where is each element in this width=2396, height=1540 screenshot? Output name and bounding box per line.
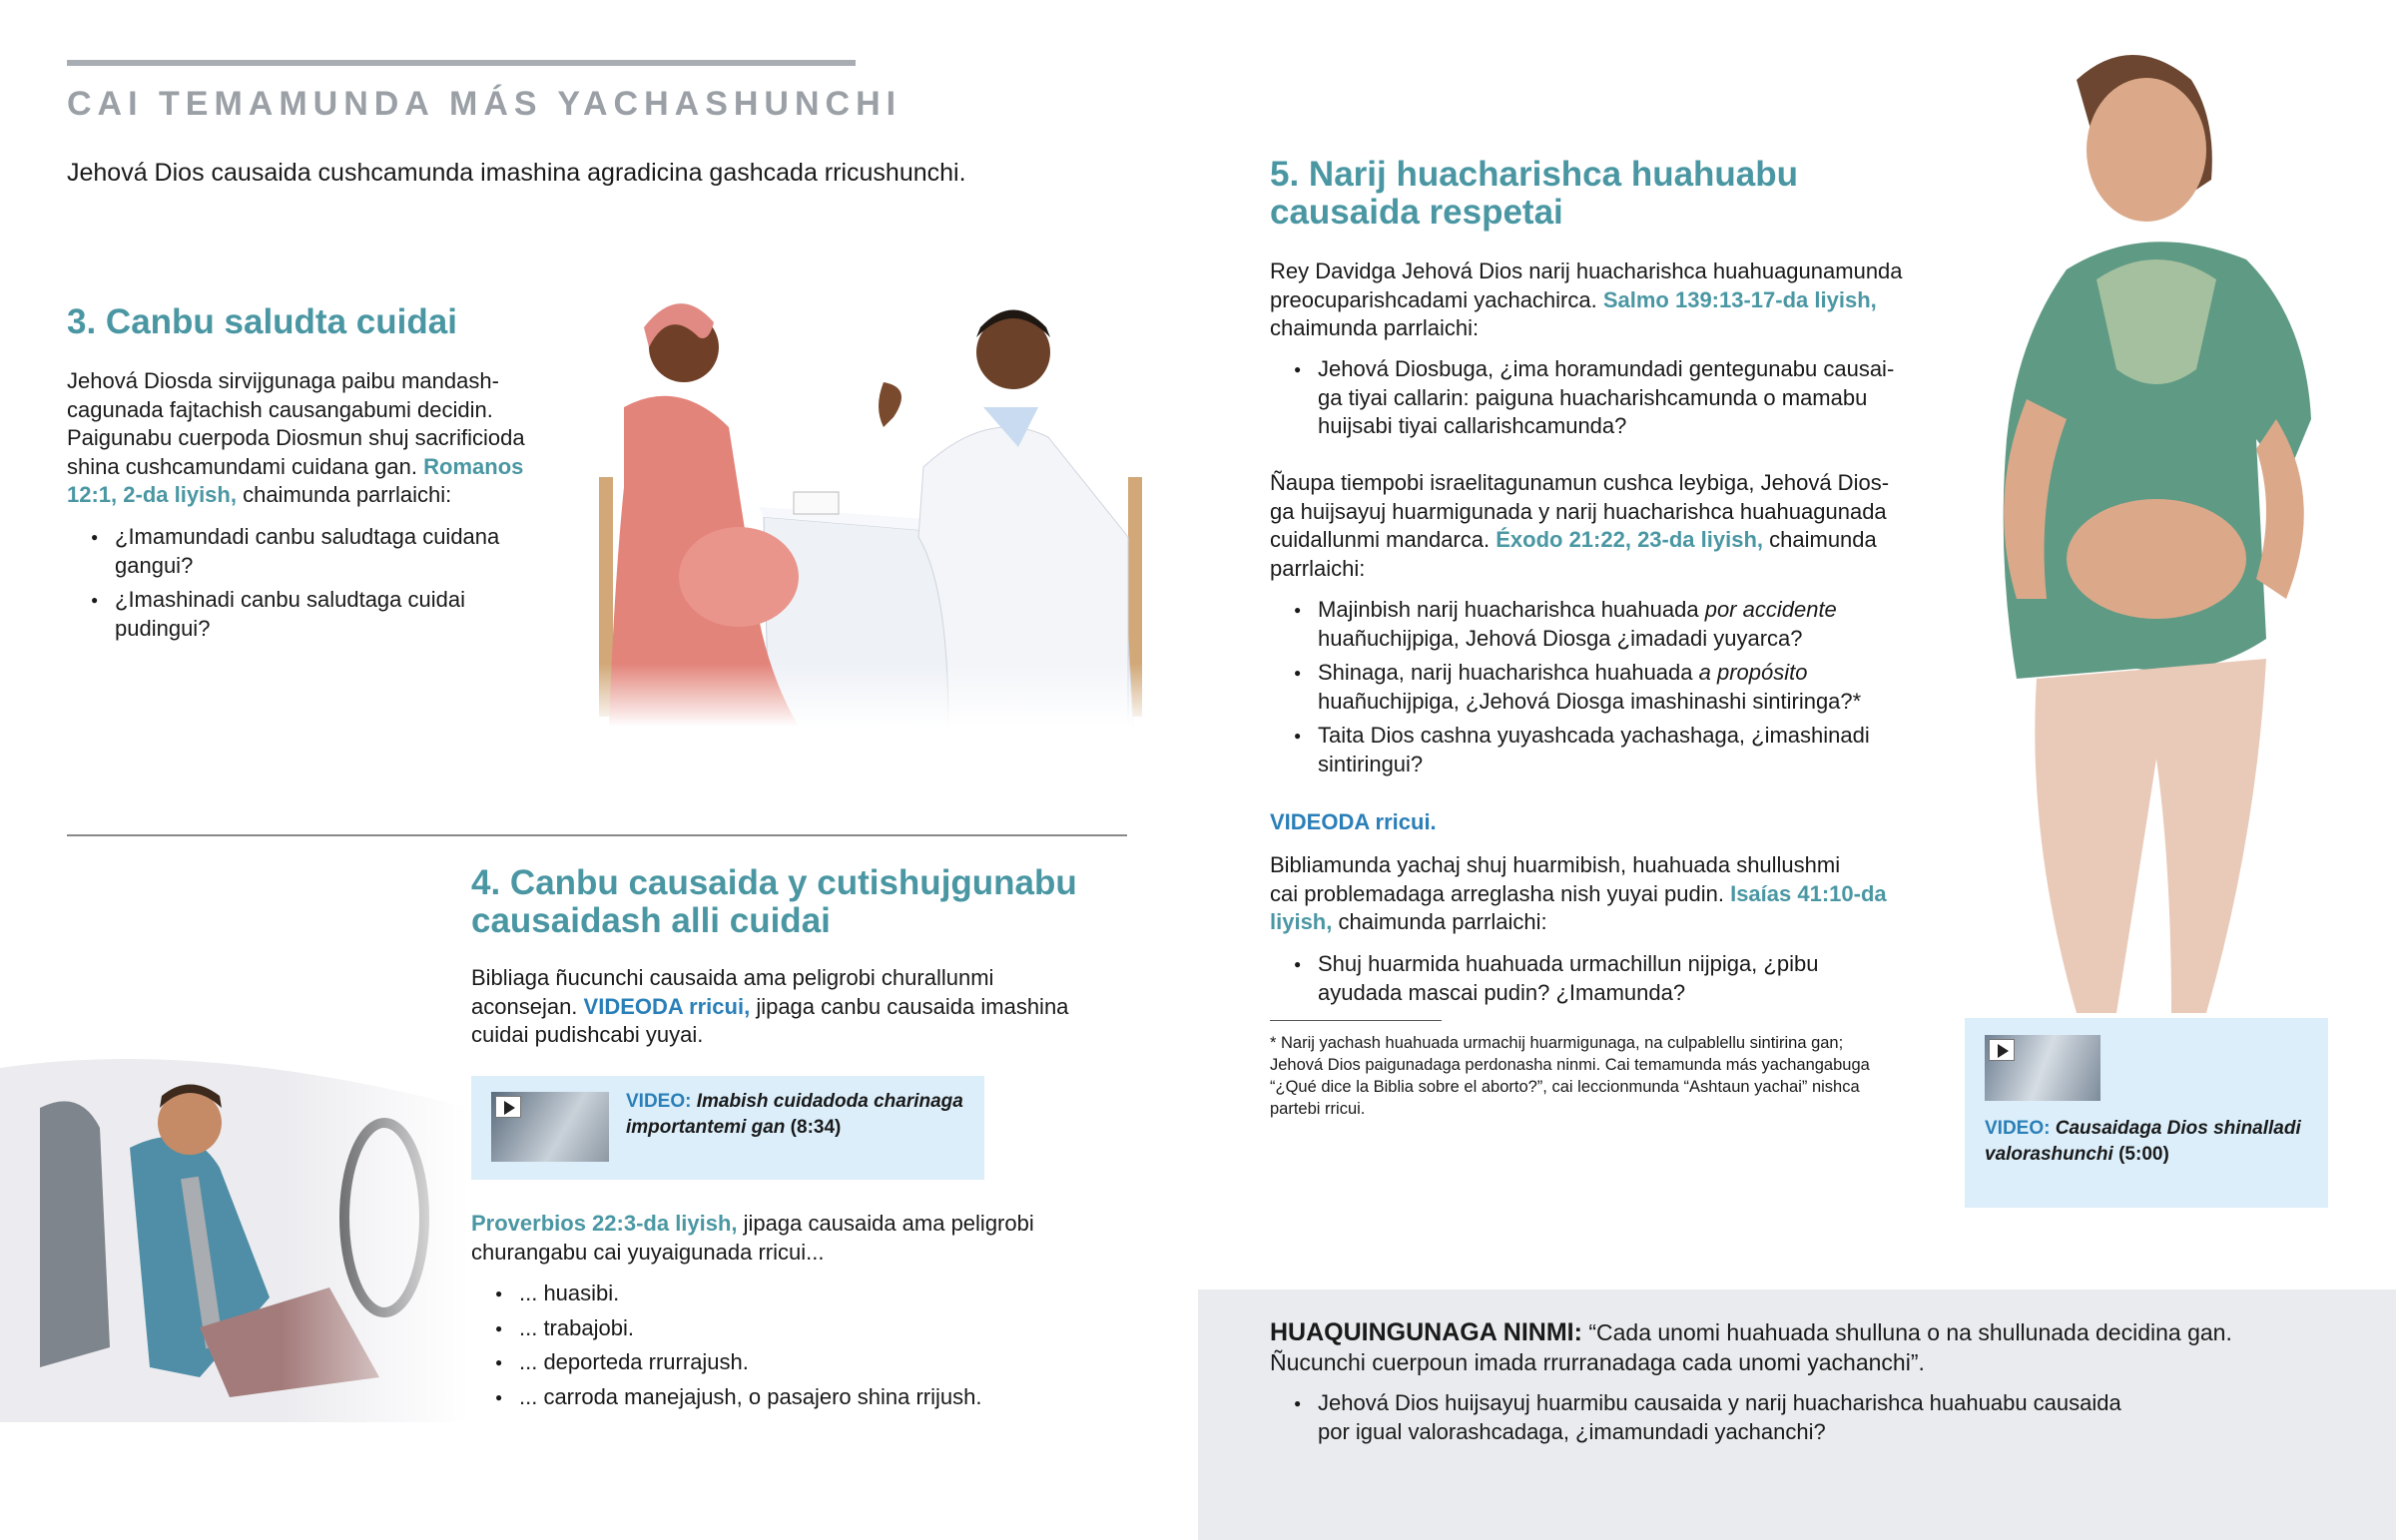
footnote-rule bbox=[1270, 1020, 1442, 1021]
list-item: ● Shuj huarmida huahuada urmachillun nijpiga, ¿pibu ayudada mascai pudin? ¿Imamunda? bbox=[1270, 950, 1969, 1007]
video-card-seatbelt[interactable] bbox=[471, 1076, 984, 1180]
list-item: ● ... trabajobi. bbox=[471, 1314, 1110, 1343]
isaias-ref[interactable]: Isaías 41:10-da bbox=[1730, 880, 1887, 906]
romanos-ref-2[interactable]: 12:1, 2-da liyish, bbox=[67, 482, 237, 507]
video-link-4[interactable]: VIDEODA rricui, bbox=[583, 993, 751, 1019]
isaias-ref-2[interactable]: liyish, bbox=[1270, 909, 1333, 934]
romanos-ref[interactable]: Romanos bbox=[423, 453, 524, 479]
video-label: VIDEO: Causaidaga Dios shinalladi valorashunchi (5:00) bbox=[1985, 1118, 2301, 1165]
video-link-5[interactable]: VIDEODA rricui. bbox=[1270, 809, 1437, 834]
list-item: ● Jehová Diosbuga, ¿ima horamundadi gentegunabu causai- ga tiyai callarin: paiguna huacharishcamunda o mamabu huijsabi tiyai callarishcamunda? bbox=[1270, 355, 1969, 441]
list-item: ● Majinbish narij huacharishca huahuada por accidente huañuchijpiga, Jehová Diosga ¿imadadi yuyarca? bbox=[1270, 596, 1969, 653]
section-4-bullets bbox=[471, 1280, 1110, 1417]
salmo-ref[interactable]: Salmo 139:13-17-da liyish, bbox=[1602, 286, 1877, 312]
seatbelt-driver-illustration bbox=[0, 1048, 469, 1422]
ninmi-label: HUAQUINGUNAGA NINMI: bbox=[1270, 1318, 1582, 1346]
pregnant-woman-illustration bbox=[1957, 40, 2356, 1018]
section-4-title: 4. Canbu causaida y cutishujgunabu causaidash alli cuidai bbox=[471, 863, 1077, 940]
ninmi-quote: HUAQUINGUNAGA NINMI: “Cada unomi huahuada shulluna o na shullunada decidina gan. Ñucunchi cuerpoun imada rrurranadaga cada unomi yachanchi”. bbox=[1270, 1318, 2232, 1375]
list-item: ● Taita Dios cashna yuyashcada yachashaga, ¿imashinadi sintiringui? bbox=[1270, 722, 1969, 778]
section-3-bullets bbox=[67, 523, 586, 649]
section-5-paragraph-3: Bibliamunda yachaj shuj huarmibish, huahuada shullushmi cai problemadaga arreglasha nish yuyai pudin. Isaías 41:10-da liyish, chaimunda parrlaichi: bbox=[1270, 852, 1887, 934]
video-label: VIDEO: Imabish cuidadoda charinaga importantemi gan (8:34) bbox=[626, 1091, 963, 1138]
play-icon[interactable] bbox=[495, 1096, 521, 1118]
section-5-bullet-1 bbox=[1270, 355, 1969, 447]
list-item: ● ... huasibi. bbox=[471, 1280, 1110, 1308]
section-5-title: 5. Narij huacharishca huahuabu causaida respetai bbox=[1270, 155, 1799, 232]
ninmi-bullet bbox=[1270, 1389, 2378, 1452]
section-divider bbox=[67, 834, 1127, 836]
page-title: CAI TEMAMUNDA MÁS YACHASHUNCHI bbox=[67, 85, 902, 123]
play-icon[interactable] bbox=[1989, 1039, 2015, 1061]
section-5-bullets-2 bbox=[1270, 596, 1969, 784]
section-4-paragraph: Bibliaga ñucunchi causaida ama peligrobi churallunmi aconsejan. VIDEODA rricui, jipaga canbu causaida imashina cuidai pudishcabi yuyai. bbox=[471, 965, 1069, 1047]
list-item: ● ¿Imamundadi canbu saludtaga cuidana gangui? bbox=[67, 523, 586, 580]
list-item: ● Shinaga, narij huacharishca huahuada a propósito huañuchijpiga, ¿Jehová Diosga imashinashi sintiringa?* bbox=[1270, 659, 1969, 716]
video-card-life-value[interactable] bbox=[1965, 1018, 2328, 1208]
list-item: ● Jehová Dios huijsayuj huarmibu causaida y narij huacharishca huahuabu causaida por igual valorashcadaga, ¿imamundadi yachanchi? bbox=[1270, 1389, 2378, 1446]
section-4-proverbios: Proverbios 22:3-da liyish, jipaga causaida ama peligrobi churangabu cai yuyaigunada rricui... bbox=[471, 1211, 1034, 1265]
section-5-paragraph-2: Ñaupa tiempobi israelitagunamun cushca leybiga, Jehová Dios- ga huijsayuj huarmigunada y narij huacharishca huahuagunada cuidallunmi mandarca. Éxodo 21:22, 23-da liyish, chaimunda parrlaichi: bbox=[1270, 470, 1890, 581]
intro-text: Jehová Dios causaida cushcamunda imashina agradicina gashcada rricushunchi. bbox=[67, 159, 966, 187]
section-3-paragraph: Jehová Diosda sirvijgunaga paibu mandash- cagunada fajtachish causangabumi decidin. Paigunabu cuerpoda Diosmun shuj sacrificioda shina cushcamundami cuidana gan. Romanos 12:1, 2-da liyish, chaimunda parrlaichi: bbox=[67, 368, 525, 507]
list-item: ● ¿Imashinadi canbu saludtaga cuidai pudingui? bbox=[67, 586, 586, 643]
list-item: ● ... carroda manejajush, o pasajero shina rrijush. bbox=[471, 1383, 1110, 1412]
header-rule bbox=[67, 60, 856, 66]
ninmi-panel bbox=[1198, 1289, 2396, 1540]
list-item: ● ... deporteda rrurrajush. bbox=[471, 1348, 1110, 1377]
proverbios-ref[interactable]: Proverbios 22:3-da liyish, bbox=[471, 1211, 738, 1236]
exodo-ref[interactable]: Éxodo 21:22, 23-da liyish, bbox=[1496, 527, 1764, 552]
footnote: * Narij yachash huahuada urmachij huarmigunaga, na culpablellu sintirina gan; Jehová Dios paigunadaga perdonasha ninmi. Cai temamunda más yachangabuga “¿Qué dice la Biblia sobre el aborto?”, cai leccionmunda “Ashtaun yachai” nishca partebi rricui. bbox=[1270, 1034, 1870, 1118]
section-5-paragraph-1: Rey Davidga Jehová Dios narij huacharishca huahuagunamunda preocuparishcadami yachachirca. Salmo 139:13-17-da liyish, chaimunda parrlaichi: bbox=[1270, 258, 1903, 340]
section-3-title: 3. Canbu saludta cuidai bbox=[67, 302, 457, 341]
section-5-bullet-3 bbox=[1270, 950, 1969, 1013]
doctor-consultation-illustration bbox=[589, 287, 1158, 727]
